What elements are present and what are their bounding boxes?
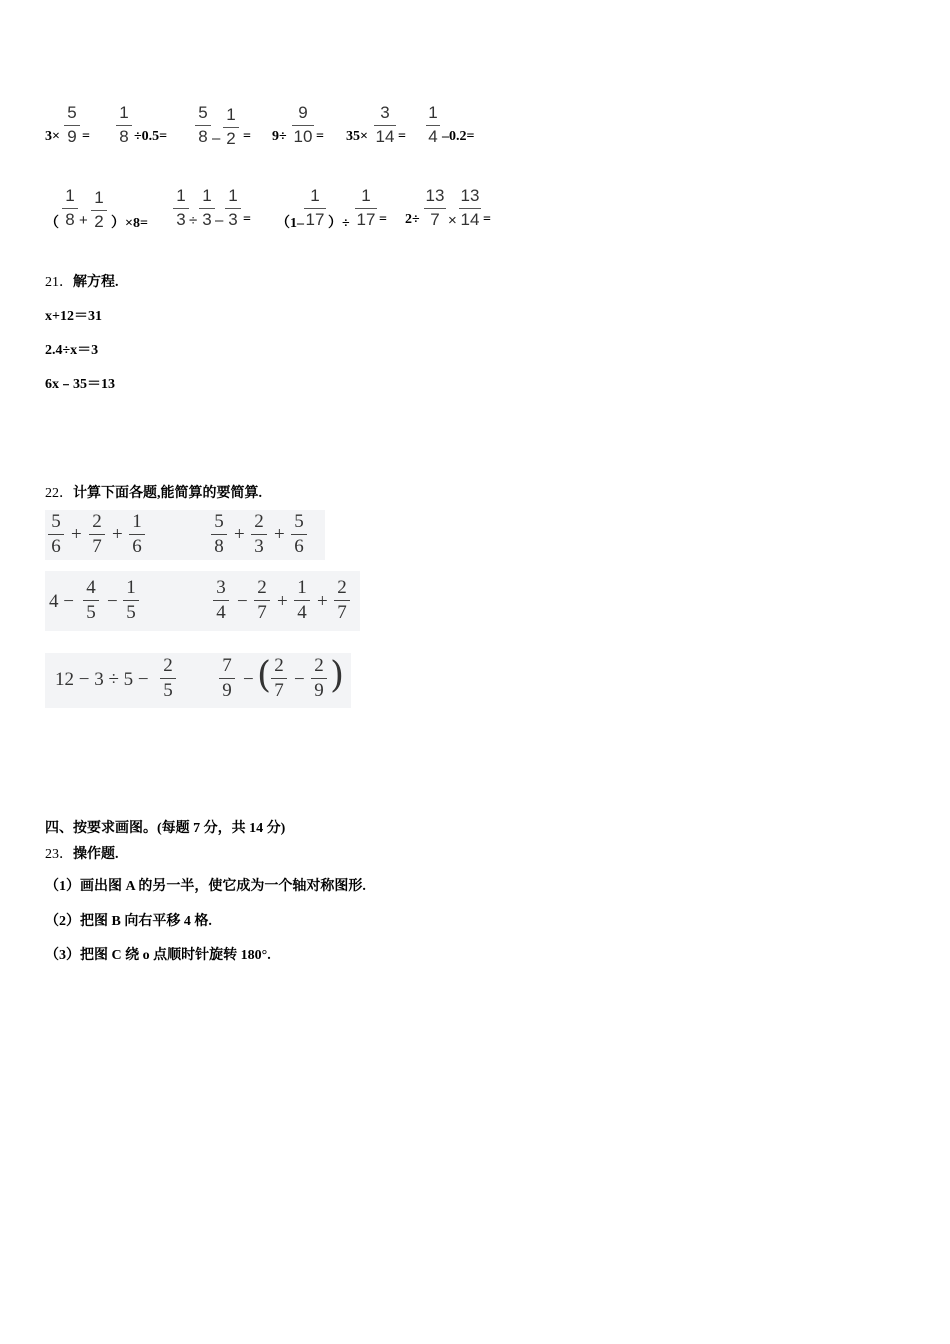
r2p4-equals: = (483, 212, 491, 227)
r2p2-fraction-2: 1 3 (199, 187, 215, 229)
q22-e6-frac1: 7 9 (219, 656, 235, 701)
r1p3-fraction-2: 1 2 (223, 106, 239, 148)
q22-e4-op1: − (237, 591, 248, 612)
r1p3-fraction-1: 5 8 (195, 104, 211, 146)
r1p1-prefix: 3× (45, 129, 60, 144)
q22-row-3 (45, 653, 351, 708)
r2p1-fraction-1: 1 8 (62, 187, 78, 229)
r1p5-fraction: 3 14 (375, 103, 395, 146)
r2p2-fraction-3: 1 3 (225, 187, 241, 229)
q23-item-1: （1）画出图 A 的另一半，使它成为一个轴对称图形. (45, 879, 366, 894)
q22-e3-frac2: 1 5 (123, 578, 139, 623)
q22-e5-lead: 12 − 3 ÷ 5 − (55, 669, 149, 690)
q22-e1-op1: + (71, 524, 82, 545)
r2p1-fraction-2: 1 2 (91, 189, 107, 231)
q22-e4-op2: + (277, 591, 288, 612)
q22-e1-frac1: 5 6 (48, 512, 64, 557)
q22-e2-frac2: 2 3 (251, 512, 267, 557)
r2p3-fraction-1: 1 17 (305, 186, 325, 229)
r1p3-equals: = (243, 129, 251, 144)
q21-equation-3: 6x﹣35＝13 (45, 377, 115, 392)
q22-e5-frac1: 2 5 (160, 656, 176, 701)
q21-equation-1: x+12＝31 (45, 309, 102, 324)
q22-heading (45, 482, 262, 502)
r2p3-equals: = (379, 212, 387, 227)
q21-heading (45, 271, 119, 291)
r2p1-open-paren: （ (45, 216, 59, 231)
r1p4-fraction: 9 10 (293, 103, 313, 146)
q22-e2-frac3: 5 6 (291, 512, 307, 557)
q22-e6-frac3: 2 9 (311, 656, 327, 701)
q22-e4-op3: + (317, 591, 328, 612)
q23-title: 操作题. (73, 847, 119, 862)
section4-title: 四、按要求画图。(每题 7 分，共 14 分) (45, 821, 286, 836)
r1p6-suffix: –0.2= (442, 129, 475, 144)
r1p1-fraction: 5 9 (64, 104, 80, 146)
q22-number: 22． (45, 486, 73, 501)
q22-e3-op1: − (107, 591, 118, 612)
r1p2-fraction: 1 8 (116, 104, 132, 146)
r1p5-prefix: 35× (346, 129, 368, 144)
r1p4-prefix: 9÷ (272, 129, 287, 144)
q22-title: 计算下面各题,能简算的要简算. (73, 486, 262, 501)
r2p2-equals: = (243, 212, 251, 227)
q22-e2-op1: + (234, 524, 245, 545)
q22-e1-op2: + (112, 524, 123, 545)
q23-number: 23． (45, 847, 73, 862)
q22-e6-op2: − (294, 669, 305, 690)
r2p1-suffix: ）×8= (111, 216, 148, 231)
r2p4-fraction-1: 13 7 (425, 186, 445, 229)
q22-row-2 (45, 571, 360, 631)
r2p2-divide: ÷ (189, 212, 198, 229)
r1p5-equals: = (398, 129, 406, 144)
r2p4-fraction-2: 13 14 (460, 186, 480, 229)
r1p1-equals: = (82, 129, 90, 144)
r2p3-mid: ）÷ (328, 216, 350, 231)
q22-e1-frac2: 2 7 (89, 512, 105, 557)
q22-e2-frac1: 5 8 (211, 512, 227, 557)
r2p4-prefix: 2÷ (405, 212, 420, 227)
r2p4-times: × (448, 212, 457, 229)
q23-item-2: （2）把图 B 向右平移 4 格. (45, 914, 212, 929)
q22-e4-frac1: 3 4 (213, 578, 229, 623)
q22-e4-frac3: 1 4 (294, 578, 310, 623)
r2p3-fraction-2: 1 17 (356, 186, 376, 229)
r2p3-prefix: （1– (276, 216, 304, 231)
q22-e4-frac2: 2 7 (254, 578, 270, 623)
q22-e4-frac4: 2 7 (334, 578, 350, 623)
r2p1-plus: + (79, 212, 88, 229)
r2p2-fraction-1: 1 3 (173, 187, 189, 229)
q23-item-3: （3）把图 C 绕 o 点顺时针旋转 180°. (45, 948, 271, 963)
q22-e6-frac2: 2 7 (271, 656, 287, 701)
r1p2-suffix: ÷0.5= (134, 129, 168, 144)
q23-heading (45, 843, 119, 863)
q22-e6-left-paren: ( (257, 655, 272, 696)
q21-equation-2: 2.4÷x＝3 (45, 343, 99, 358)
q21-title: 解方程. (73, 275, 119, 290)
r1p4-equals: = (316, 129, 324, 144)
q22-e3-frac1: 4 5 (83, 578, 99, 623)
r2p2-minus: – (215, 212, 224, 229)
q21-number: 21． (45, 275, 73, 290)
r1p3-minus: – (212, 130, 221, 147)
q22-row-1 (45, 510, 325, 560)
q22-e1-frac3: 1 6 (129, 512, 145, 557)
q22-e3-lead: 4 − (49, 591, 74, 612)
r1p6-fraction: 1 4 (426, 104, 440, 146)
q22-e6-op1: − (243, 669, 254, 690)
q22-e6-right-paren: ) (330, 655, 345, 696)
q22-e2-op2: + (274, 524, 285, 545)
